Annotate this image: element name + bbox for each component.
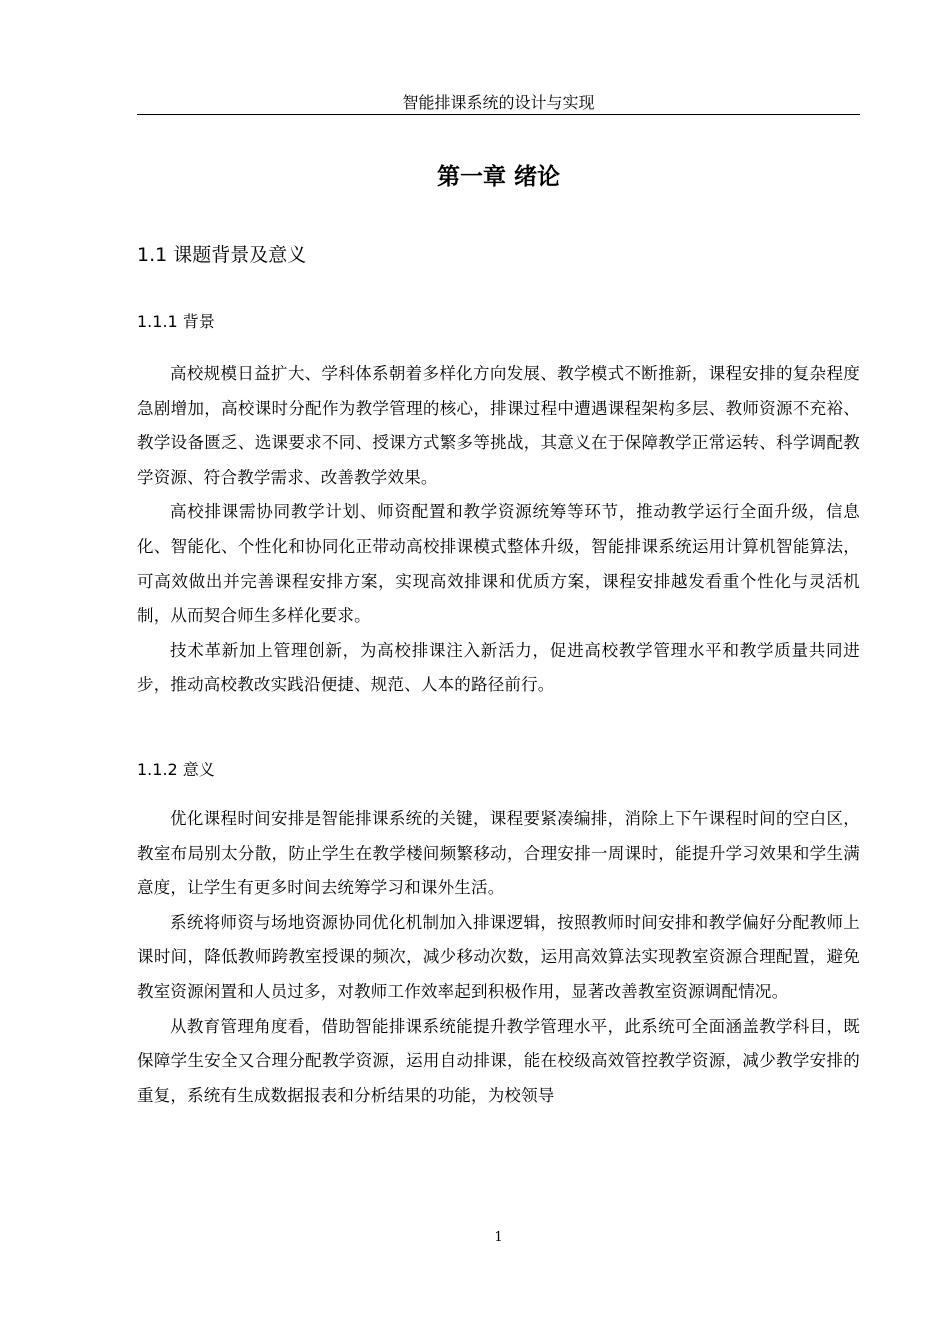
paragraph: 系统将师资与场地资源协同优化机制加入排课逻辑，按照教师时间安排和教学偏好分配教师上课时间，降低教师跨教室授课的频次，减少移动次数，运用高效算法实现教室资源合理配置，避免教室资源闲置和人员过多，对教师工作效率起到积极作用，显著改善教室资源调配情况。 [137,912,860,1001]
page-number: 1 [494,1230,503,1245]
paragraph: 从教育管理角度看，借助智能排课系统能提升教学管理水平，此系统可全面涵盖教学科目，既保障学生安全又合理分配教学资源，运用自动排课，能在校级高效管控教学资源，减少教学安排的重复，系统有生成数据报表和分析结果的功能，为校领导 [137,1016,860,1105]
running-header: 智能排课系统的设计与实现 [402,93,595,112]
chapter-title: 第一章 绪论 [436,164,560,190]
paragraph: 优化课程时间安排是智能排课系统的关键，课程要紧凑编排，消除上下午课程时间的空白区，教室布局别太分散，防止学生在教学楼间频繁移动，合理安排一周课时，能提升学习效果和学生满意度，让学生有更多时间去统筹学习和课外生活。 [137,809,860,898]
paragraph: 高校排课需协同教学计划、师资配置和教学资源统筹等环节，推动教学运行全面升级，信息化、智能化、个性化和协同化正带动高校排课模式整体升级，智能排课系统运用计算机智能算法，可高效做出并完善课程安排方案，实现高效排课和优质方案，课程安排越发看重个性化与灵活机制，从而契合师生多样化要求。 [137,502,860,626]
paragraph: 高校规模日益扩大、学科体系朝着多样化方向发展、教学模式不断推新，课程安排的复杂程度急剧增加，高校课时分配作为教学管理的核心，排课过程中遭遇课程架构多层、教师资源不充裕、教学设备匮乏、选课要求不同、授课方式繁多等挑战，其意义在于保障教学正常运转、科学调配教学资源、符合教学需求、改善教学效果。 [137,364,860,487]
header-rule [137,114,860,115]
significance-paragraphs [137,802,860,1113]
subsection-title-1-1-2: 1.1.2 意义 [137,760,215,779]
section-title-1-1: 1.1 课题背景及意义 [137,244,307,266]
paragraph: 技术革新加上管理创新，为高校排课注入新活力，促进高校教学管理水平和教学质量共同进步，推动高校教改实践沿便捷、规范、人本的路径前行。 [137,640,860,695]
background-paragraphs [137,357,860,703]
subsection-title-1-1-1: 1.1.1 背景 [137,312,215,331]
